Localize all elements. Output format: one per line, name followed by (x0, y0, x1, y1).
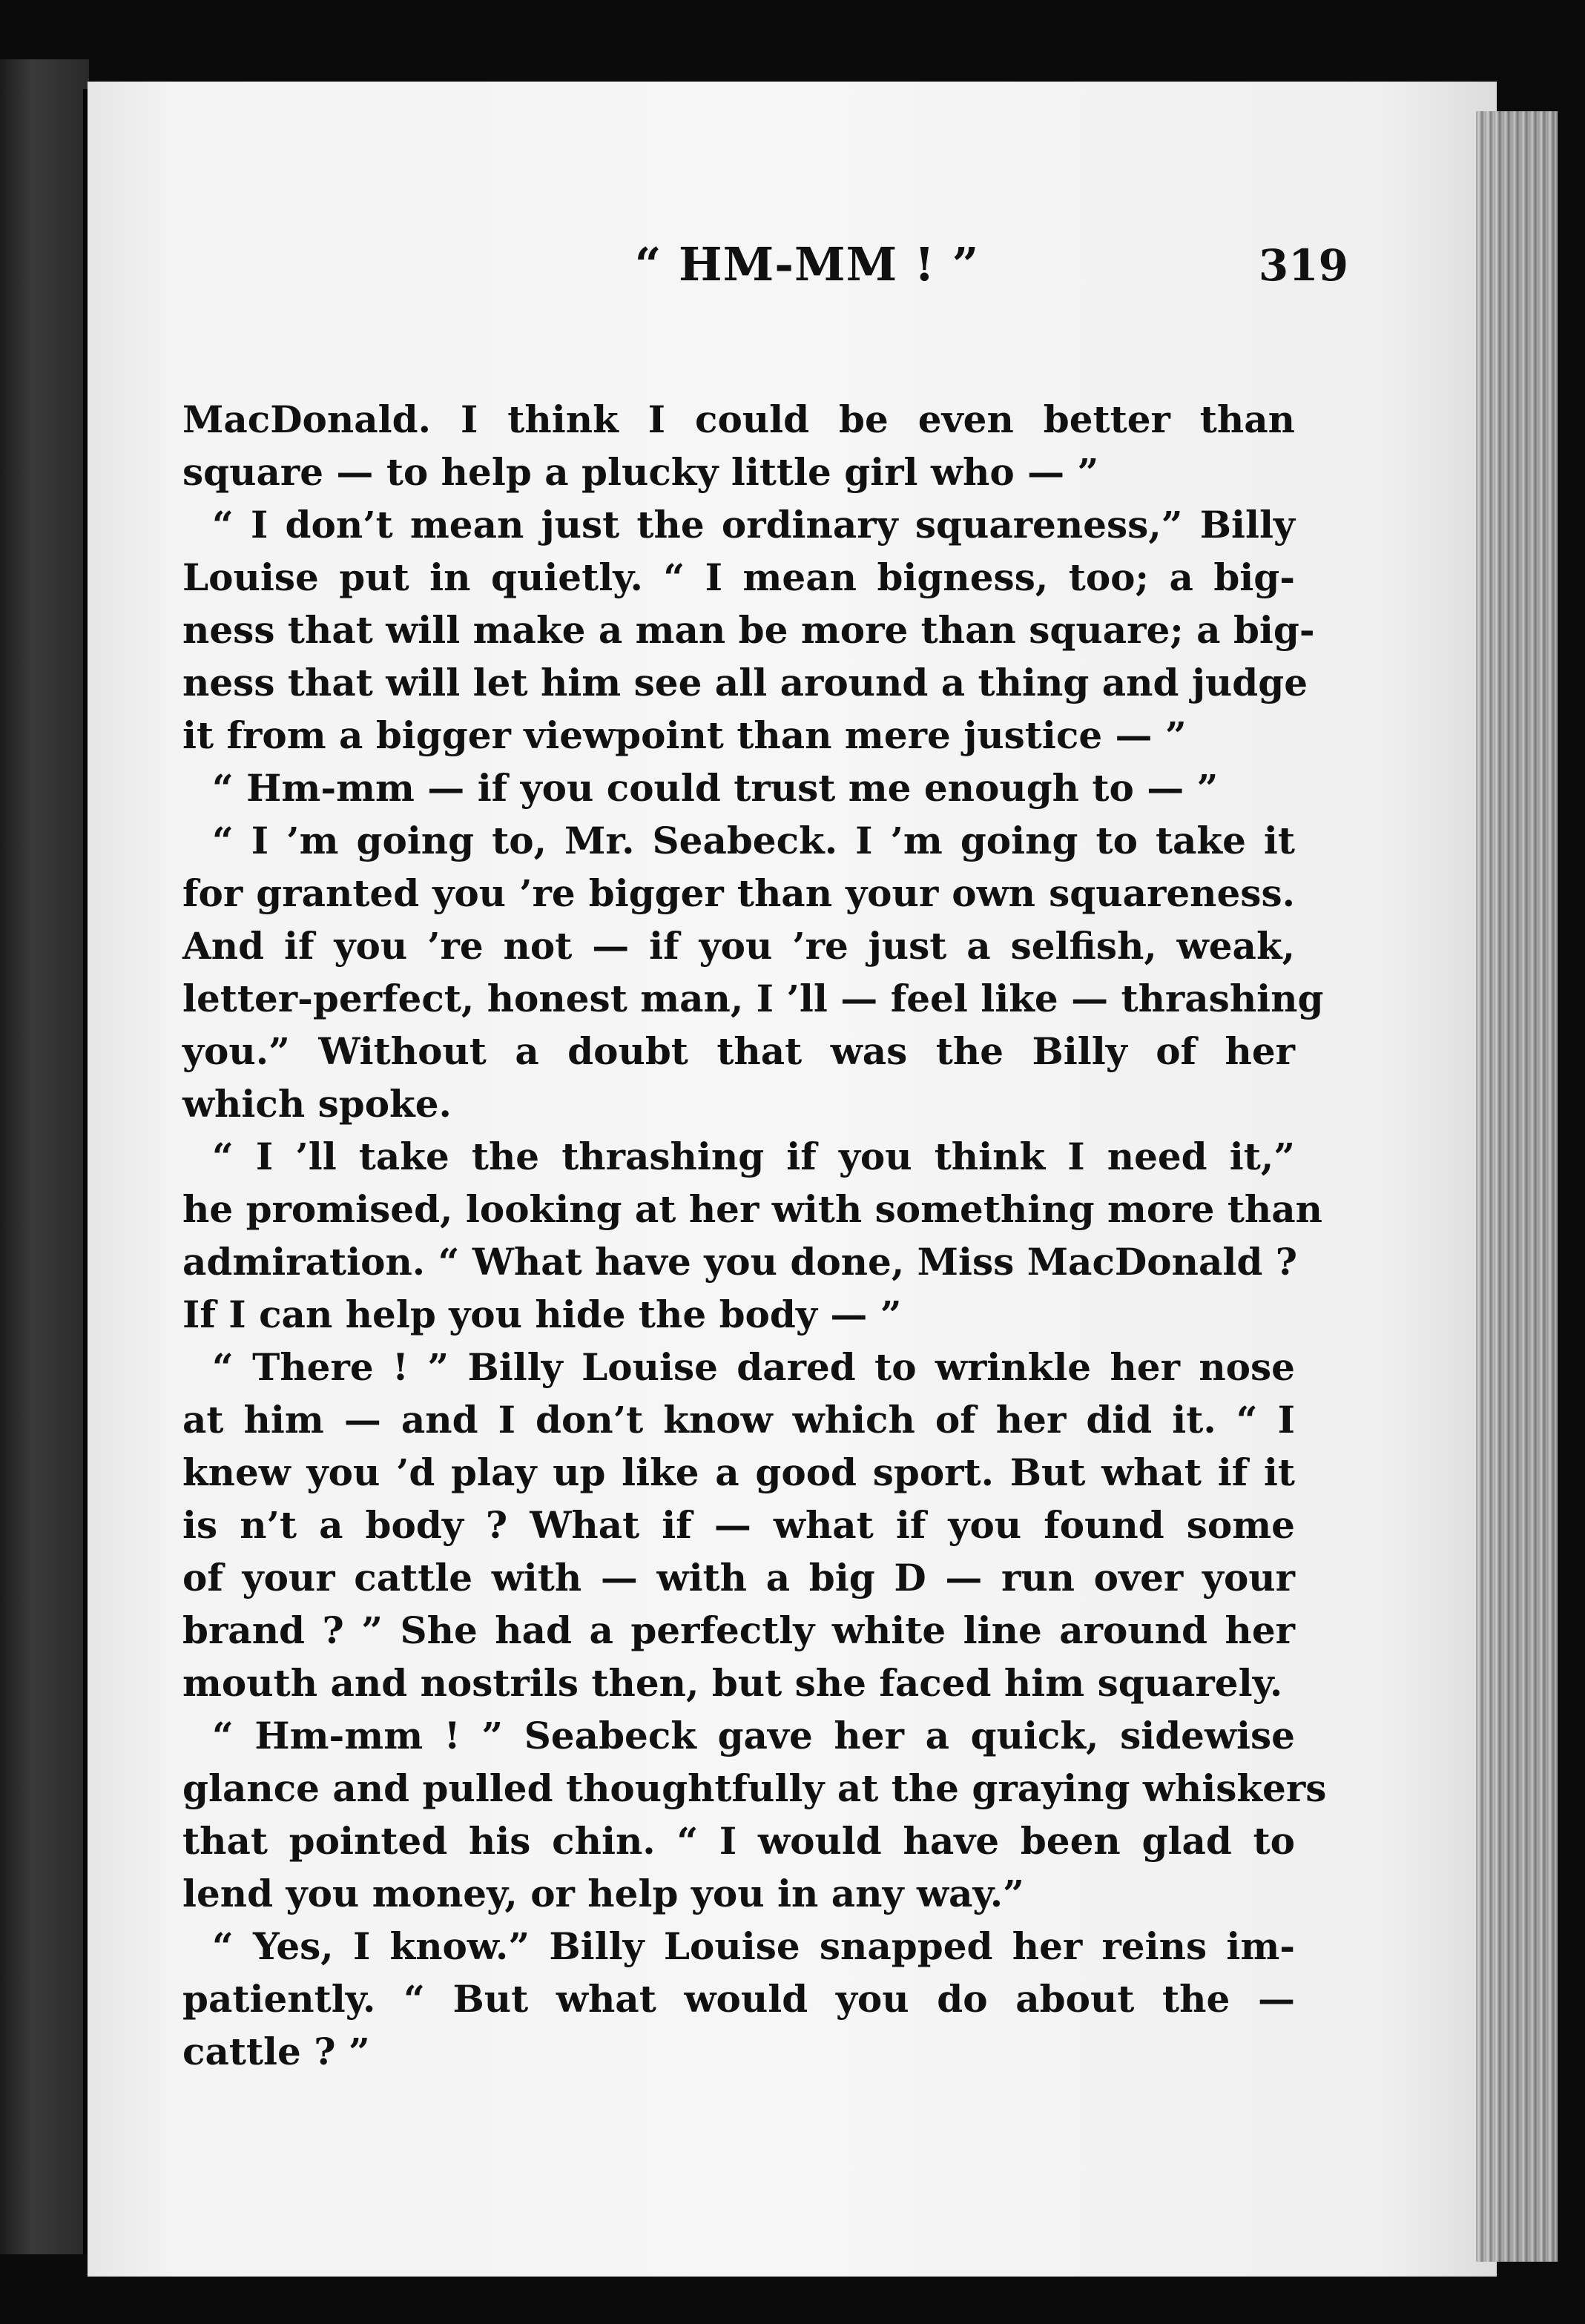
text-line: at him — and I don’t know which of her did it. “ I (182, 1398, 1295, 1442)
text-line: “ There ! ” Billy Louise dared to wrinkle her nose (212, 1345, 1295, 1389)
facing-page-edge (0, 59, 89, 2254)
text-line: MacDonald. I think I could be even better than (182, 397, 1295, 441)
text-line: it from a bigger viewpoint than mere justice — ” (182, 713, 1187, 757)
text-line: “ Hm-mm — if you could trust me enough to — ” (212, 766, 1219, 810)
text-line: Louise put in quietly. “ I mean bigness, too; a big- (182, 555, 1295, 599)
page-stack-edge (1476, 111, 1558, 2262)
book-page (88, 82, 1497, 2277)
running-head: “ HM-MM ! ” (634, 237, 980, 291)
text-line: And if you ’re not — if you ’re just a selfish, weak, (182, 924, 1295, 968)
text-line: you.” Without a doubt that was the Billy of her (182, 1029, 1295, 1073)
text-line: knew you ’d play up like a good sport. But what if it (182, 1450, 1295, 1494)
text-line: “ I ’m going to, Mr. Seabeck. I ’m going to take it (212, 819, 1295, 862)
text-line: cattle ? ” (182, 2030, 370, 2073)
text-line: ness that will make a man be more than square; a big- (182, 608, 1315, 652)
body-text (182, 393, 1327, 2078)
text-line: “ Hm-mm ! ” Seabeck gave her a quick, sidewise (212, 1714, 1295, 1757)
text-line: that pointed his chin. “ I would have been glad to (182, 1819, 1295, 1863)
text-line: of your cattle with — with a big D — run over your (182, 1556, 1295, 1600)
text-line: lend you money, or help you in any way.” (182, 1872, 1024, 1915)
text-line: letter-perfect, honest man, I ’ll — feel like — thrashing (182, 977, 1324, 1020)
text-line: square — to help a plucky little girl who — ” (182, 450, 1099, 494)
text-line: ness that will let him see all around a thing and judge (182, 661, 1308, 704)
text-line: “ I ’ll take the thrashing if you think I need it,” (212, 1135, 1295, 1178)
text-line: he promised, looking at her with something more than (182, 1187, 1323, 1231)
text-line: If I can help you hide the body — ” (182, 1293, 902, 1336)
text-line: “ I don’t mean just the ordinary squareness,” Billy (212, 503, 1295, 547)
text-line: is n’t a body ? What if — what if you found some (182, 1503, 1295, 1547)
text-line: glance and pulled thoughtfully at the graying whiskers (182, 1766, 1327, 1810)
text-line: mouth and nostrils then, but she faced him squarely. (182, 1661, 1283, 1705)
text-line: which spoke. (182, 1082, 452, 1126)
text-line: patiently. “ But what would you do about the — (182, 1977, 1295, 2021)
page-number: 319 (1258, 240, 1348, 291)
text-line: admiration. “ What have you done, Miss MacDonald ? (182, 1240, 1298, 1284)
text-line: “ Yes, I know.” Billy Louise snapped her reins im- (212, 1924, 1295, 1968)
text-line: brand ? ” She had a perfectly white line around her (182, 1608, 1295, 1652)
text-line: for granted you ’re bigger than your own squareness. (182, 871, 1295, 915)
page-header (88, 237, 1497, 326)
